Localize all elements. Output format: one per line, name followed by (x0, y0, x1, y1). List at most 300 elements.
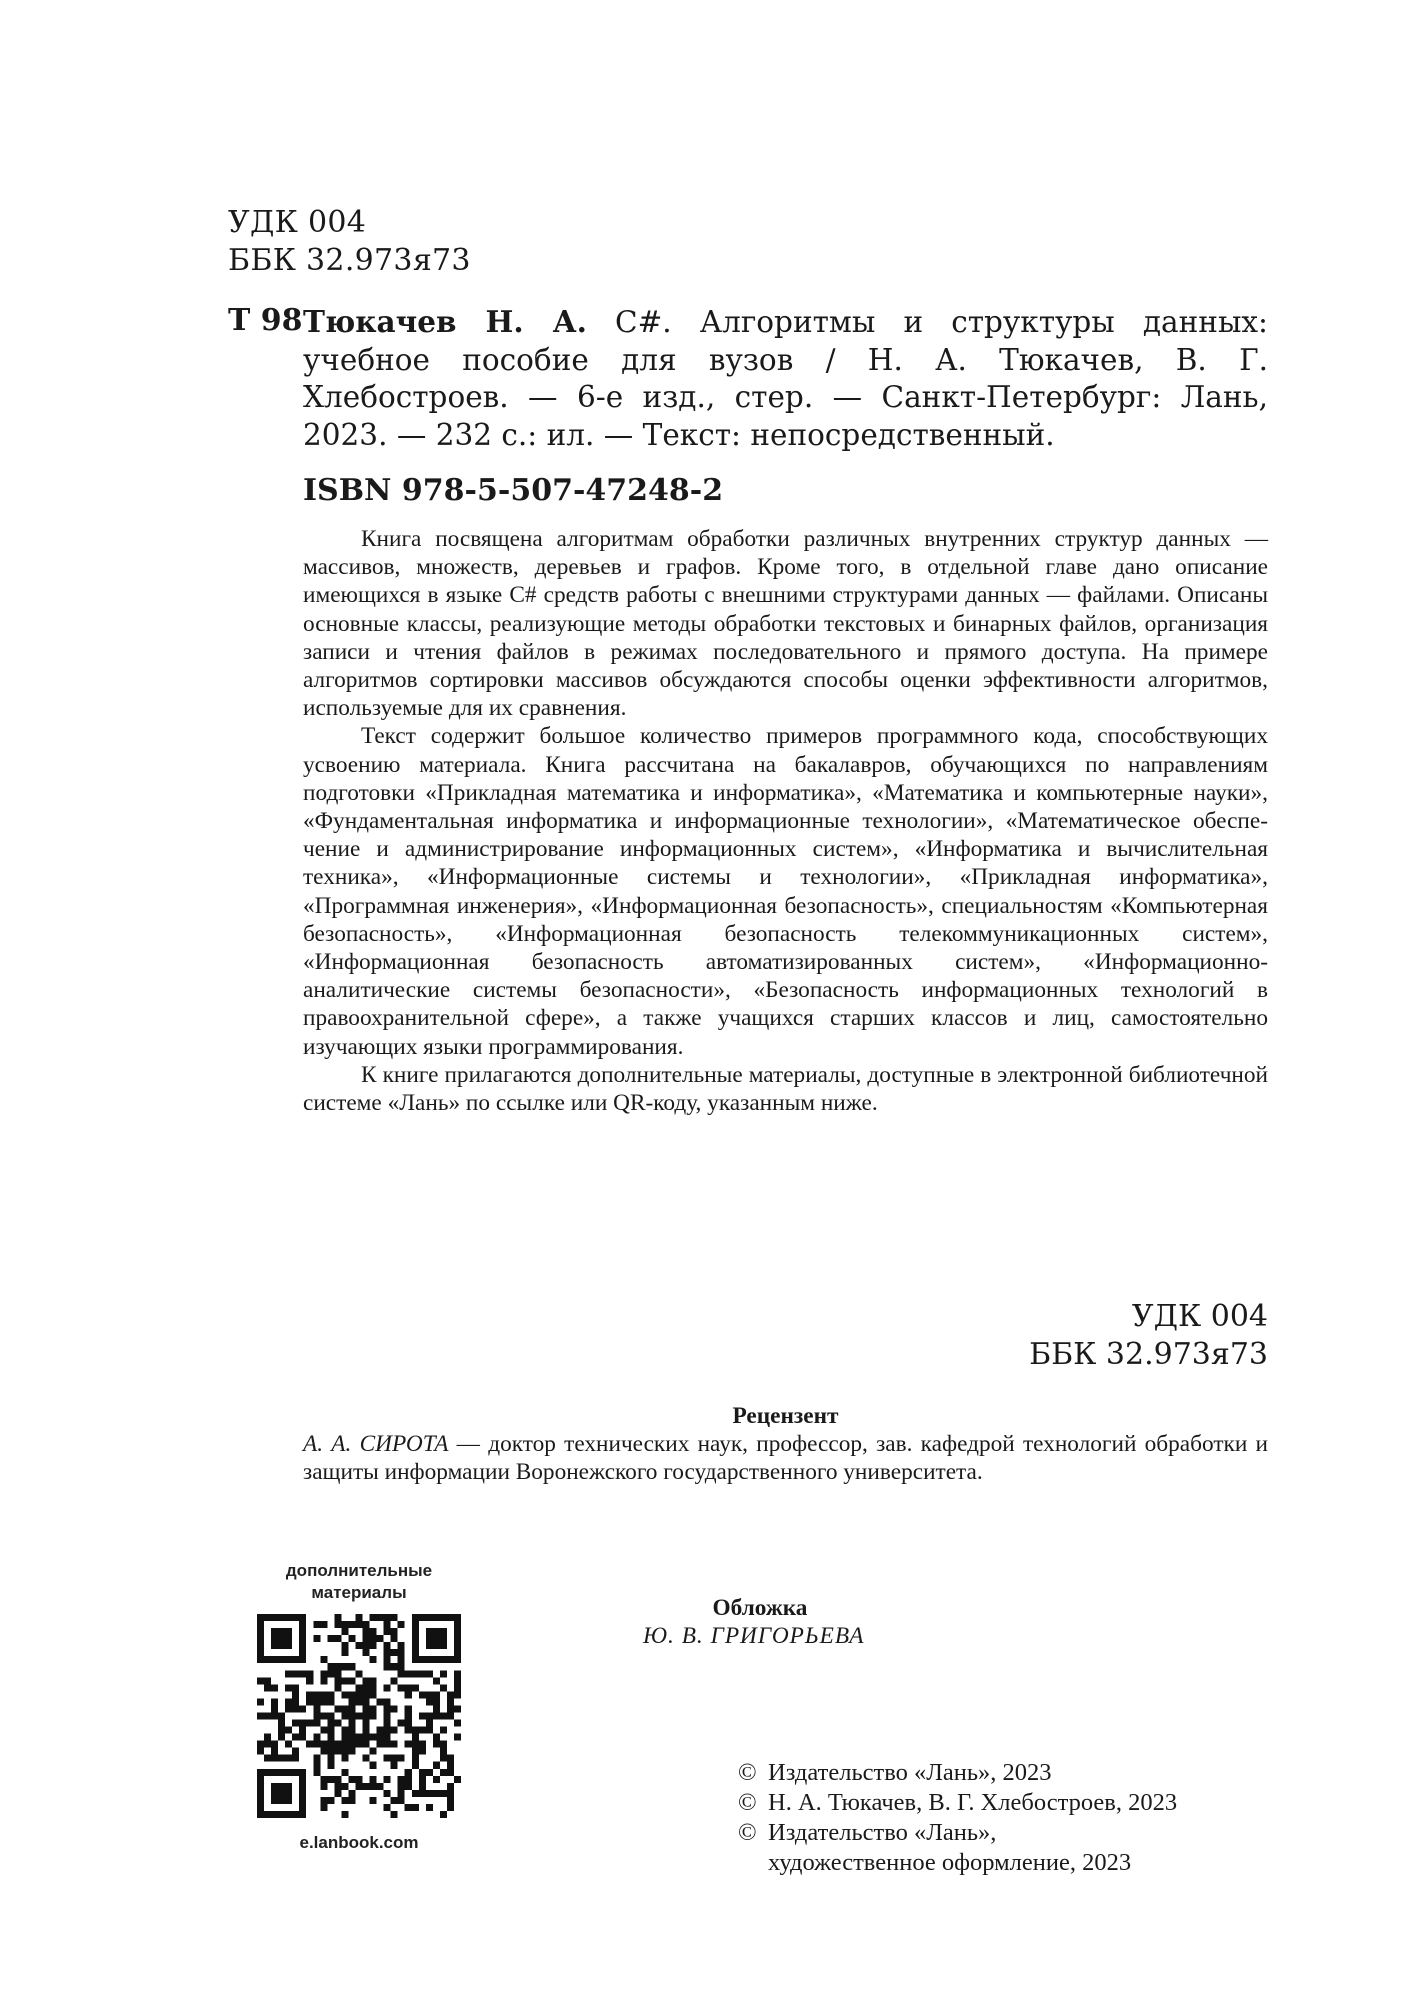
qr-module (412, 1656, 419, 1663)
qr-module (327, 1734, 334, 1741)
qr-module (370, 1712, 377, 1719)
qr-module (405, 1670, 412, 1677)
qr-module (327, 1741, 334, 1748)
qr-module (363, 1621, 370, 1628)
qr-module (398, 1720, 405, 1727)
qr-module (257, 1804, 264, 1811)
qr-module (348, 1748, 355, 1755)
qr-module (384, 1741, 391, 1748)
qr-module (426, 1628, 433, 1635)
qr-module (377, 1734, 384, 1741)
qr-module (391, 1635, 398, 1642)
qr-module (405, 1776, 412, 1783)
qr-module (257, 1649, 264, 1656)
qr-module (299, 1656, 306, 1663)
qr-module (384, 1663, 391, 1670)
qr-module (426, 1614, 433, 1621)
qr-module (292, 1734, 299, 1741)
qr-module (278, 1734, 285, 1741)
qr-module (341, 1712, 348, 1719)
qr-module (377, 1727, 384, 1734)
qr-module (370, 1614, 377, 1621)
qr-module (299, 1734, 306, 1741)
reviewer-title: Рецензент (732, 1403, 839, 1429)
qr-module (363, 1677, 370, 1684)
qr-module (447, 1783, 454, 1790)
qr-module (412, 1649, 419, 1656)
qr-module (348, 1712, 355, 1719)
qr-module (334, 1614, 341, 1621)
qr-module (271, 1783, 278, 1790)
qr-module (454, 1621, 461, 1628)
qr-module (271, 1755, 278, 1762)
qr-module (419, 1614, 426, 1621)
qr-module (334, 1748, 341, 1755)
qr-module (440, 1614, 447, 1621)
qr-module (384, 1734, 391, 1741)
qr-module (271, 1628, 278, 1635)
qr-module (334, 1684, 341, 1691)
qr-module (405, 1769, 412, 1776)
qr-module (306, 1691, 313, 1698)
qr-module (348, 1677, 355, 1684)
qr-module (285, 1670, 292, 1677)
qr-module (341, 1705, 348, 1712)
qr-module (447, 1797, 454, 1804)
qr-module (384, 1684, 391, 1691)
qr-module (433, 1705, 440, 1712)
author-mark: Т 98 (228, 303, 303, 338)
qr-module (384, 1705, 391, 1712)
copyright-text: художественное оформление, 2023 (768, 1849, 1132, 1876)
annotation-paragraph: Текст содержит большое количество примеров программного кода, способствующих усвоению материала. Книга рассчитана на бакалавров, обучающихся по направлениям подготовки «Прикладная математика и информатика», «Математика и компьютерные науки», «Фундаментальная информатика и информационные технологии», «Математическое обеспечение и администрирование информационных систем», «Информатика и вычислительная техника», «Информационные системы и технологии», «Прикладная информатика», «Программная инженерия», «Информационная безопасность», специальностям «Компьютерная безопасность», «Информационная безопасность телекоммуникационных систем», «Информационная безопасность автоматизированных систем», «Информационно-аналитические системы безопасности», «Безопасность информационных технологий в правоохранительной сфере», а также учащихся старших классов и лиц, самостоятельно изучающих языки программирования. (303, 723, 1268, 1060)
qr-module (334, 1783, 341, 1790)
qr-module (334, 1670, 341, 1677)
qr-module (447, 1790, 454, 1797)
qr-module (341, 1811, 348, 1818)
qr-module (271, 1684, 278, 1691)
qr-module (271, 1811, 278, 1818)
qr-module (363, 1720, 370, 1727)
copyright-line (738, 1788, 1177, 1818)
qr-module (299, 1790, 306, 1797)
qr-module (278, 1614, 285, 1621)
qr-module (299, 1769, 306, 1776)
qr-module (285, 1769, 292, 1776)
qr-module (348, 1727, 355, 1734)
qr-module (426, 1656, 433, 1663)
qr-module (440, 1712, 447, 1719)
qr-module (327, 1720, 334, 1727)
qr-module (355, 1698, 362, 1705)
qr-module (257, 1614, 264, 1621)
qr-module (419, 1727, 426, 1734)
qr-module (426, 1727, 433, 1734)
qr-module (348, 1741, 355, 1748)
qr-module (320, 1727, 327, 1734)
qr-module (285, 1705, 292, 1712)
qr-module (320, 1797, 327, 1804)
qr-module (292, 1720, 299, 1727)
qr-module (398, 1621, 405, 1628)
qr-module (341, 1691, 348, 1698)
qr-module (320, 1656, 327, 1663)
qr-module (299, 1776, 306, 1783)
qr-module (405, 1712, 412, 1719)
qr-module (363, 1741, 370, 1748)
qr-module (370, 1797, 377, 1804)
qr-module (264, 1741, 271, 1748)
qr-module (363, 1698, 370, 1705)
qr-module (278, 1811, 285, 1818)
qr-module (412, 1621, 419, 1628)
qr-module (440, 1790, 447, 1797)
reviewer-description: — доктор технических наук, профессор, зав. кафедрой технологий обработки и защиты информации Воронежского государственного университета. (303, 1431, 1269, 1486)
qr-module (292, 1811, 299, 1818)
qr-module (440, 1670, 447, 1677)
qr-module (299, 1783, 306, 1790)
qr-module (355, 1691, 362, 1698)
qr-module (405, 1720, 412, 1727)
qr-module (440, 1727, 447, 1734)
qr-module (419, 1748, 426, 1755)
qr-module (440, 1748, 447, 1755)
qr-module (440, 1769, 447, 1776)
qr-module (299, 1649, 306, 1656)
qr-module (334, 1741, 341, 1748)
qr-module (363, 1691, 370, 1698)
qr-caption-line: материалы (311, 1583, 407, 1602)
qr-module (398, 1684, 405, 1691)
qr-module (285, 1642, 292, 1649)
qr-module (454, 1776, 461, 1783)
qr-module (405, 1804, 412, 1811)
qr-module (454, 1656, 461, 1663)
qr-module (440, 1684, 447, 1691)
qr-module (391, 1811, 398, 1818)
qr-module (320, 1691, 327, 1698)
qr-module (447, 1705, 454, 1712)
qr-module (278, 1727, 285, 1734)
qr-module (419, 1790, 426, 1797)
reviewer-block (303, 1402, 1268, 1487)
qr-module (363, 1712, 370, 1719)
qr-module (440, 1642, 447, 1649)
qr-module (348, 1698, 355, 1705)
qr-module (341, 1677, 348, 1684)
qr-module (426, 1635, 433, 1642)
qr-module (348, 1790, 355, 1797)
qr-module (334, 1677, 341, 1684)
qr-module (341, 1621, 348, 1628)
qr-module (264, 1677, 271, 1684)
qr-module (426, 1790, 433, 1797)
qr-module (285, 1741, 292, 1748)
copyright-symbol: © (738, 1759, 757, 1786)
qr-module (454, 1684, 461, 1691)
qr-module (370, 1748, 377, 1755)
bbk-code: ББК 32.973я73 (1029, 1337, 1268, 1372)
qr-module (341, 1628, 348, 1635)
qr-module (454, 1635, 461, 1642)
qr-module (355, 1734, 362, 1741)
copyright-line (738, 1818, 1177, 1848)
qr-module (412, 1804, 419, 1811)
qr-module (391, 1677, 398, 1684)
qr-module (313, 1705, 320, 1712)
qr-module (257, 1712, 264, 1719)
qr-module (412, 1670, 419, 1677)
copyright-text: Издательство «Лань», (768, 1819, 997, 1846)
qr-module (341, 1748, 348, 1755)
qr-module (341, 1734, 348, 1741)
qr-module (320, 1741, 327, 1748)
qr-module (384, 1776, 391, 1783)
qr-module (327, 1797, 334, 1804)
qr-module (384, 1614, 391, 1621)
qr-module (320, 1698, 327, 1705)
qr-module (384, 1727, 391, 1734)
qr-module (306, 1741, 313, 1748)
qr-module (412, 1635, 419, 1642)
qr-module (370, 1656, 377, 1663)
qr-module (348, 1691, 355, 1698)
qr-module (299, 1670, 306, 1677)
qr-module (264, 1684, 271, 1691)
qr-module (398, 1670, 405, 1677)
qr-module (391, 1649, 398, 1656)
qr-module (440, 1628, 447, 1635)
qr-module (285, 1614, 292, 1621)
qr-module (271, 1797, 278, 1804)
qr-module (433, 1691, 440, 1698)
qr-module (271, 1705, 278, 1712)
qr-module (412, 1642, 419, 1649)
qr-module (278, 1783, 285, 1790)
qr-module (257, 1783, 264, 1790)
qr-module (341, 1727, 348, 1734)
qr-module (334, 1705, 341, 1712)
qr-module (292, 1670, 299, 1677)
qr-module (278, 1712, 285, 1719)
qr-module (264, 1734, 271, 1741)
reviewer-text (303, 1430, 1268, 1486)
qr-module (320, 1677, 327, 1684)
qr-module (377, 1698, 384, 1705)
qr-module (433, 1628, 440, 1635)
qr-module (292, 1769, 299, 1776)
qr-module (384, 1698, 391, 1705)
qr-module (278, 1642, 285, 1649)
qr-module (405, 1783, 412, 1790)
qr-module (348, 1621, 355, 1628)
qr-module (313, 1712, 320, 1719)
qr-module (447, 1656, 454, 1663)
qr-module (299, 1642, 306, 1649)
qr-module (412, 1614, 419, 1621)
qr-module (313, 1621, 320, 1628)
qr-module (334, 1720, 341, 1727)
qr-module (257, 1769, 264, 1776)
qr-module (412, 1790, 419, 1797)
qr-module (341, 1797, 348, 1804)
qr-module (278, 1790, 285, 1797)
qr-module (433, 1698, 440, 1705)
qr-module (271, 1698, 278, 1705)
qr-module (391, 1762, 398, 1769)
qr-module (384, 1621, 391, 1628)
bbk-code: ББК 32.973я73 (228, 243, 471, 278)
qr-module (257, 1642, 264, 1649)
qr-module (447, 1712, 454, 1719)
qr-module (271, 1656, 278, 1663)
qr-module (398, 1656, 405, 1663)
qr-module (447, 1804, 454, 1811)
qr-module (271, 1741, 278, 1748)
qr-module (454, 1705, 461, 1712)
qr-module (433, 1712, 440, 1719)
qr-module (426, 1804, 433, 1811)
qr-module (370, 1734, 377, 1741)
copyright-block (738, 1758, 1177, 1878)
qr-module (398, 1642, 405, 1649)
qr-module (363, 1783, 370, 1790)
qr-module (370, 1691, 377, 1698)
annotation (303, 525, 1268, 1117)
annotation-paragraph: К книге прилагаются дополнительные материалы, доступные в электронной библиотечной системе «Лань» по ссылке или QR-коду, указанным ниже. (303, 1061, 1268, 1117)
qr-module (363, 1684, 370, 1691)
qr-module (257, 1656, 264, 1663)
qr-module (454, 1642, 461, 1649)
qr-module (433, 1734, 440, 1741)
qr-module (391, 1628, 398, 1635)
qr-module (278, 1769, 285, 1776)
qr-module (355, 1670, 362, 1677)
qr-module (384, 1790, 391, 1797)
qr-module (405, 1741, 412, 1748)
qr-module (327, 1712, 334, 1719)
qr-module (327, 1727, 334, 1734)
qr-module (278, 1635, 285, 1642)
qr-module (341, 1769, 348, 1776)
qr-module (257, 1635, 264, 1642)
qr-module (433, 1635, 440, 1642)
qr-module (320, 1712, 327, 1719)
qr-module (398, 1663, 405, 1670)
udk-code: УДК 004 (1131, 1299, 1268, 1334)
qr-module (306, 1677, 313, 1684)
qr-module (370, 1642, 377, 1649)
qr-module (355, 1642, 362, 1649)
qr-module (426, 1691, 433, 1698)
qr-module (398, 1649, 405, 1656)
qr-module (257, 1628, 264, 1635)
qr-module (433, 1677, 440, 1684)
reviewer-name: А. А. СИРОТА (303, 1431, 449, 1458)
qr-module (433, 1642, 440, 1649)
cover-designer: Ю. В. ГРИГОРЬЕВА (643, 1623, 865, 1650)
qr-module (447, 1614, 454, 1621)
qr-module (257, 1811, 264, 1818)
qr-module (327, 1755, 334, 1762)
qr-module (327, 1691, 334, 1698)
qr-module (299, 1705, 306, 1712)
qr-module (341, 1649, 348, 1656)
qr-module (292, 1705, 299, 1712)
qr-module (370, 1762, 377, 1769)
qr-module (271, 1769, 278, 1776)
qr-module (257, 1797, 264, 1804)
qr-module (391, 1727, 398, 1734)
qr-code-icon[interactable] (257, 1614, 461, 1818)
qr-module (355, 1614, 362, 1621)
qr-module (285, 1811, 292, 1818)
qr-module (341, 1741, 348, 1748)
qr-module (271, 1712, 278, 1719)
qr-module (363, 1628, 370, 1635)
qr-module (440, 1755, 447, 1762)
qr-module (377, 1614, 384, 1621)
qr-module (320, 1621, 327, 1628)
qr-url[interactable]: e.lanbook.com (299, 1833, 419, 1852)
qr-module (363, 1727, 370, 1734)
bibliographic-description: С#. Алгоритмы и структуры данных: учебное пособие для вузов / Н. А. Тюкачев, В. Г. Хлебостроев. — 6-е изд., стер. — Санкт-Петербург: Лань, 2023. — 232 с.: ил. — Текст: непосредственный. (303, 305, 1268, 452)
qr-module (391, 1614, 398, 1621)
qr-module (285, 1797, 292, 1804)
qr-module (384, 1755, 391, 1762)
qr-module (313, 1691, 320, 1698)
qr-module (454, 1691, 461, 1698)
udk-code: УДК 004 (228, 205, 367, 240)
qr-module (412, 1734, 419, 1741)
qr-module (355, 1783, 362, 1790)
qr-module (398, 1783, 405, 1790)
qr-module (285, 1755, 292, 1762)
qr-module (426, 1642, 433, 1649)
qr-module (419, 1741, 426, 1748)
qr-module (299, 1628, 306, 1635)
qr-module (426, 1712, 433, 1719)
qr-module (278, 1656, 285, 1663)
qr-module (334, 1663, 341, 1670)
qr-module (355, 1776, 362, 1783)
qr-module (306, 1698, 313, 1705)
qr-module (384, 1720, 391, 1727)
cover-block (640, 1594, 880, 1650)
qr-module (412, 1628, 419, 1635)
qr-module (292, 1748, 299, 1755)
bibliographic-record (303, 303, 1268, 454)
qr-module (454, 1734, 461, 1741)
qr-module (306, 1720, 313, 1727)
qr-module (257, 1621, 264, 1628)
qr-module (426, 1698, 433, 1705)
qr-module (264, 1614, 271, 1621)
qr-caption (244, 1560, 474, 1604)
qr-module (264, 1811, 271, 1818)
qr-module (278, 1755, 285, 1762)
qr-module (384, 1642, 391, 1649)
qr-module (299, 1614, 306, 1621)
qr-module (419, 1776, 426, 1783)
qr-module (398, 1755, 405, 1762)
qr-module (313, 1755, 320, 1762)
qr-module (391, 1797, 398, 1804)
qr-module (271, 1748, 278, 1755)
qr-module (299, 1811, 306, 1818)
qr-module (405, 1705, 412, 1712)
cover-title: Обложка (712, 1595, 808, 1621)
